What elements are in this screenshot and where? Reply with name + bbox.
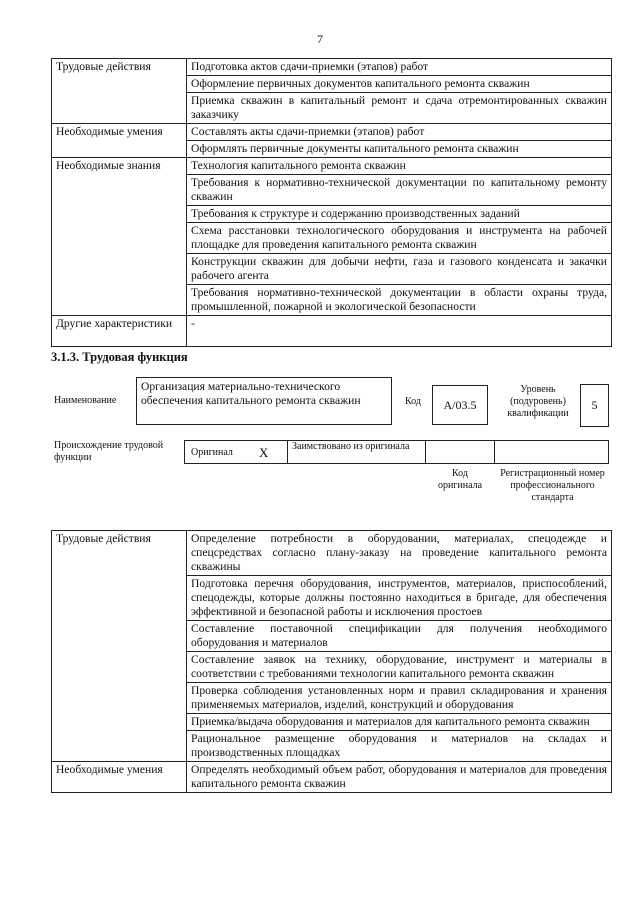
original-mark: Х <box>259 445 269 460</box>
level-label: Уровень (подуровень) квалификации <box>507 384 569 419</box>
table-cell: Подготовка актов сдачи-приемки (этапов) работ <box>187 59 612 76</box>
row-label: Необходимые умения <box>52 124 187 158</box>
table-cell: Составлять акты сдачи-приемки (этапов) работ <box>187 124 612 141</box>
top-requirements-table <box>51 58 612 347</box>
code-box <box>432 385 488 425</box>
table-cell: Определение потребности в оборудовании, материалах, спецодежде и спецсредствах согласно плану-заказу на проведение капитального ремонта скважины <box>187 531 612 576</box>
bottom-requirements-table <box>51 530 612 793</box>
row-label: Необходимые знания <box>52 158 187 316</box>
level-box <box>580 384 609 427</box>
section-heading: 3.1.3. Трудовая функция <box>51 350 188 364</box>
code-label: Код <box>405 396 421 407</box>
table-row <box>52 316 612 347</box>
table-cell: Требования к структуре и содержанию производственных заданий <box>187 206 612 223</box>
table-row <box>52 762 612 793</box>
table-cell: Составление заявок на технику, оборудование, инструмент и материалы в соответствии с требованиями технологии капитального ремонта скважин <box>187 652 612 683</box>
code-value: А/03.5 <box>443 398 477 412</box>
table-cell: Оформление первичных документов капитального ремонта скважин <box>187 76 612 93</box>
table-cell: Приемка скважин в капитальный ремонт и сдача отремонтированных скважин заказчику <box>187 93 612 124</box>
table-cell: Приемка/выдача оборудования и материалов для капитального ремонта скважин <box>187 714 612 731</box>
function-name-box: Организация материально-технического обеспечения капитального ремонта скважин <box>136 377 392 425</box>
table-cell: Требования нормативно-технической документации в области охраны труда, промышленной, пожарной и экологической безопасности <box>187 285 612 316</box>
level-value: 5 <box>591 398 598 412</box>
reg-number-label: Регистрационный номер профессионального стандарта <box>500 468 605 503</box>
borrowed-label: Заимствовано из оригинала <box>292 441 410 452</box>
original-label: Оригинал <box>191 447 233 458</box>
table-row <box>52 158 612 175</box>
row-label: Трудовые действия <box>52 59 187 124</box>
table-cell: Проверка соблюдения установленных норм и правил складирования и хранения применяемых материалов, изделий, конструкций и оборудования <box>187 683 612 714</box>
code-original-label: Код оригинала <box>437 468 483 491</box>
origin-label: Происхождение трудовой функции <box>54 440 164 463</box>
name-label: Наименование <box>54 395 117 406</box>
table-row <box>52 59 612 76</box>
row-label: Другие характеристики <box>52 316 187 347</box>
origin-divider-1 <box>287 440 288 464</box>
table-cell: Требования к нормативно-технической документации по капитальному ремонту скважин <box>187 175 612 206</box>
table-cell: Определять необходимый объем работ, оборудования и материалов для проведения капитального ремонта скважин <box>187 762 612 793</box>
origin-divider-3 <box>494 440 495 464</box>
table-cell: Технология капитального ремонта скважин <box>187 158 612 175</box>
row-label: Трудовые действия <box>52 531 187 762</box>
table-cell: Рациональное размещение оборудования и материалов на складах и производственных площадках <box>187 731 612 762</box>
row-label: Необходимые умения <box>52 762 187 793</box>
table-cell: Составление поставочной спецификации для получения необходимого оборудования и материалов <box>187 621 612 652</box>
origin-divider-2 <box>425 440 426 464</box>
table-cell: Оформлять первичные документы капитального ремонта скважин <box>187 141 612 158</box>
table-cell: Конструкции скважин для добычи нефти, газа и газового конденсата и закачки рабочего агента <box>187 254 612 285</box>
table-cell: Подготовка перечня оборудования, инструментов, материалов, приспособлений, спецодежды, которые должны постоянно находиться в бригаде, для обеспечения эффективной и безопасной работы и исключения простоев <box>187 576 612 621</box>
table-row <box>52 124 612 141</box>
table-cell: Схема расстановки технологического оборудования и инструмента на рабочей площадке для проведения капитального ремонта скважин <box>187 223 612 254</box>
page-number: 7 <box>317 32 323 46</box>
table-cell: - <box>187 316 612 347</box>
table-row <box>52 531 612 576</box>
